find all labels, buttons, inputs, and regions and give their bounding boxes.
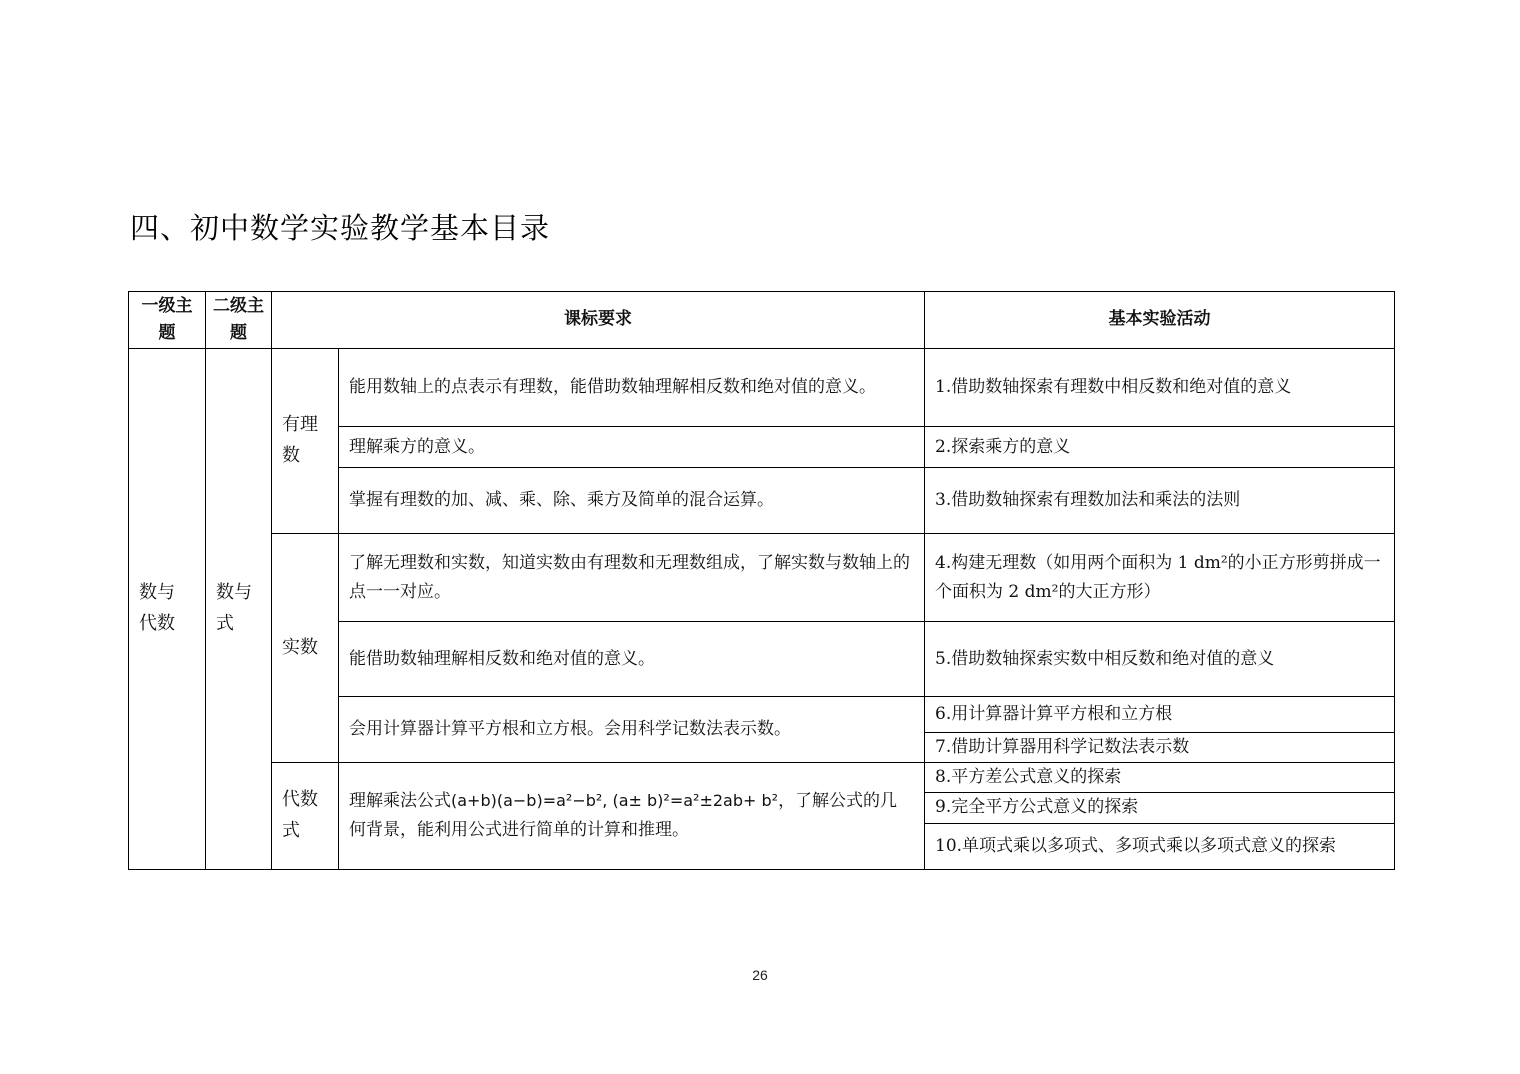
page-number: 26 (752, 967, 768, 983)
header-requirement: 课标要求 (272, 292, 925, 349)
activity-cell: 4.构建无理数（如用两个面积为 1 dm²的小正方形剪拼成一个面积为 2 dm²的大正方形） (925, 534, 1395, 622)
activity-cell: 1.借助数轴探索有理数中相反数和绝对值的意义 (925, 349, 1395, 427)
table-row (129, 534, 1395, 622)
activity-cell: 10.单项式乘以多项式、多项式乘以多项式意义的探索 (925, 823, 1395, 869)
activity-cell: 6.用计算器计算平方根和立方根 (925, 697, 1395, 733)
section-algebraic-expression: 代数式 (272, 763, 339, 870)
section-real: 实数 (272, 534, 339, 763)
table-row (129, 349, 1395, 427)
requirement-cell: 会用计算器计算平方根和立方根。会用科学记数法表示数。 (339, 697, 925, 763)
requirement-cell: 能借助数轴理解相反数和绝对值的意义。 (339, 622, 925, 697)
level1-topic-cell: 数与代数 (129, 349, 206, 870)
requirement-cell: 能用数轴上的点表示有理数，能借助数轴理解相反数和绝对值的意义。 (339, 349, 925, 427)
activity-cell: 3.借助数轴探索有理数加法和乘法的法则 (925, 468, 1395, 534)
requirement-cell: 掌握有理数的加、减、乘、除、乘方及简单的混合运算。 (339, 468, 925, 534)
requirement-suffix: ，了解公式的几何背景，能利用公式进行简单的计算和推理。 (349, 791, 898, 840)
requirement-cell: 了解无理数和实数，知道实数由有理数和无理数组成，了解实数与数轴上的点一一对应。 (339, 534, 925, 622)
activity-cell: 8.平方差公式意义的探索 (925, 763, 1395, 793)
requirement-cell (339, 763, 925, 870)
header-activity: 基本实验活动 (925, 292, 1395, 349)
header-level1: 一级主题 (129, 292, 206, 349)
section-rational: 有理数 (272, 349, 339, 534)
level2-topic-cell: 数与式 (206, 349, 272, 870)
activity-cell: 5.借助数轴探索实数中相反数和绝对值的意义 (925, 622, 1395, 697)
table-row (129, 763, 1395, 793)
activity-cell: 7.借助计算器用科学记数法表示数 (925, 733, 1395, 763)
multiplication-formula: (a+b)(a−b)=a²−b², (a± b)²=a²±2ab+ b² (451, 791, 779, 811)
activity-cell: 2.探索乘方的意义 (925, 427, 1395, 468)
header-row (129, 292, 1395, 349)
requirement-cell: 理解乘方的意义。 (339, 427, 925, 468)
requirement-prefix: 理解乘法公式 (349, 791, 451, 812)
experiment-catalog-table (128, 291, 1395, 870)
header-level2: 二级主题 (206, 292, 272, 349)
activity-cell: 9.完全平方公式意义的探索 (925, 792, 1395, 823)
page-title: 四、初中数学实验教学基本目录 (130, 211, 551, 245)
